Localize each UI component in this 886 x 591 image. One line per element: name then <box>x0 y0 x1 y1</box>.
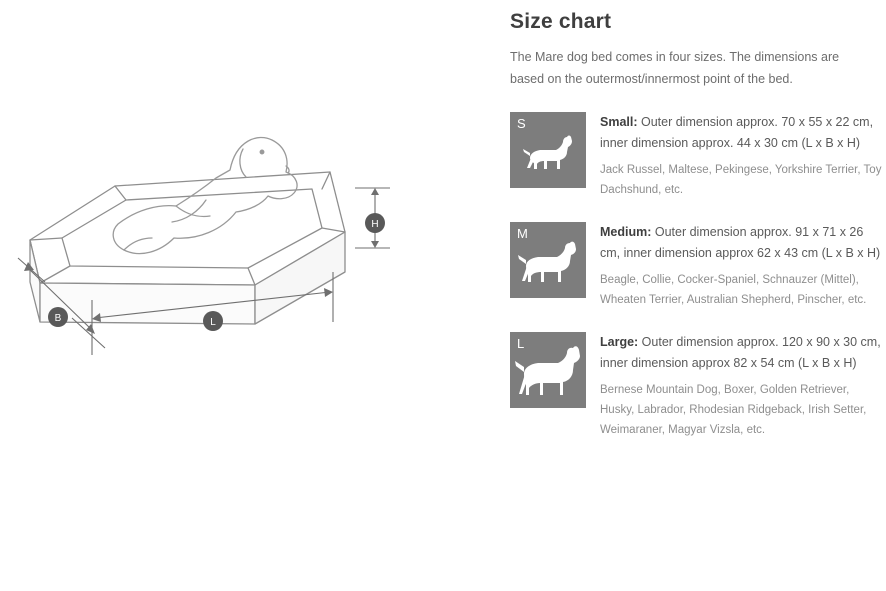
size-badge-small <box>510 112 586 188</box>
size-dimensions-large <box>600 332 886 374</box>
size-chart-title: Size chart <box>510 10 612 33</box>
size-text-medium <box>600 222 886 310</box>
dog-silhouette-small-icon <box>510 112 586 188</box>
size-badge-letter: M <box>517 226 528 241</box>
size-breeds-medium: Beagle, Collie, Cocker-Spaniel, Schnauzer (Mittel), Wheaten Terrier, Australian Shepherd, Pinscher, etc. <box>600 274 867 306</box>
size-badge-letter: L <box>517 336 525 351</box>
size-chart-intro: The Mare dog bed comes in four sizes. The dimensions are based on the outermost/innermost point of the bed. <box>510 50 840 86</box>
size-breeds-small: Jack Russel, Maltese, Pekingese, Yorkshire Terrier, Toy Dachshund, etc. <box>600 164 882 196</box>
size-name-small: Small: <box>600 115 638 129</box>
size-text-large <box>600 332 886 440</box>
size-row-large <box>510 332 886 440</box>
size-dimensions-small <box>600 112 886 154</box>
size-dimension-text-large: Outer dimension approx. 120 x 90 x 30 cm, inner dimension approx 82 x 54 cm (L x B x H) <box>600 335 881 370</box>
dog-silhouette-medium-icon <box>510 222 586 298</box>
size-badge-letter: S <box>517 116 526 131</box>
size-chart-panel <box>510 0 886 591</box>
size-badge-large <box>510 332 586 408</box>
size-name-large: Large: <box>600 335 639 349</box>
dog-silhouette-large-icon <box>510 332 586 408</box>
size-dimension-text-small: Outer dimension approx. 70 x 55 x 22 cm, inner dimension approx. 44 x 30 cm (L x B x H) <box>600 115 874 150</box>
size-breeds-large: Bernese Mountain Dog, Boxer, Golden Retriever, Husky, Labrador, Rhodesian Ridgeback, Irish Setter, Weimaraner, Magyar Vizsla, etc. <box>600 384 867 436</box>
size-name-medium: Medium: <box>600 225 652 239</box>
size-row-small <box>510 112 886 200</box>
height-label: H <box>371 219 379 230</box>
width-label: B <box>54 313 62 324</box>
size-badge-medium <box>510 222 586 298</box>
size-text-small <box>600 112 886 200</box>
size-dimensions-medium <box>600 222 886 264</box>
length-label: L <box>210 317 216 328</box>
size-row-medium <box>510 222 886 310</box>
size-dimension-text-medium: Outer dimension approx. 91 x 71 x 26 cm, inner dimension approx 62 x 43 cm (L x B x H) <box>600 225 881 260</box>
